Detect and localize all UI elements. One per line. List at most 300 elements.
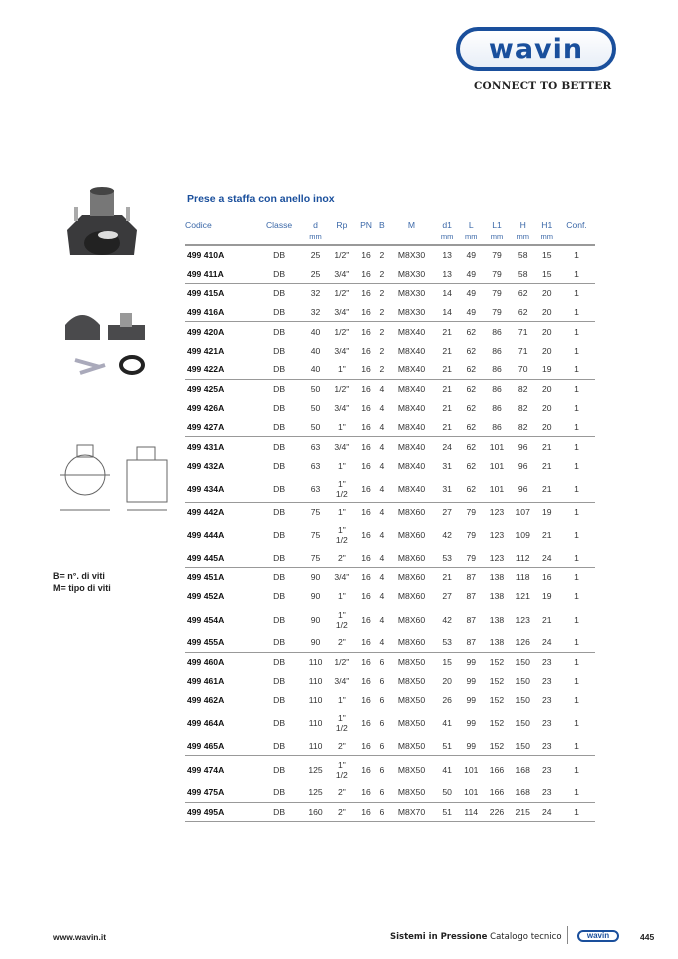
table-cell: M8X30	[387, 303, 436, 322]
table-cell: 6	[379, 675, 385, 686]
table-cell: 1	[574, 441, 579, 452]
table-cell: 499 442A	[187, 507, 225, 518]
table-cell: 123	[515, 614, 530, 625]
table-cell: 123	[489, 529, 505, 540]
table-cell: 1	[558, 303, 595, 322]
table-cell: 40	[310, 345, 321, 356]
column-header	[510, 220, 536, 245]
table-cell: 25	[303, 264, 329, 283]
table-cell: 82	[517, 384, 528, 395]
table-cell: 126	[510, 633, 536, 652]
table-cell: 1" 1/2	[335, 524, 348, 545]
table-cell: 62	[458, 360, 484, 379]
table-cell: 1	[574, 288, 579, 299]
table-cell: 499 420A	[187, 326, 225, 337]
saddle-clamp-photo	[62, 185, 142, 275]
table-cell: 75	[310, 529, 321, 540]
website-link[interactable]: www.wavin.it	[53, 932, 107, 942]
table-cell: 23	[542, 718, 552, 729]
table-cell: 13	[442, 250, 452, 261]
table-cell: 58	[517, 250, 528, 261]
table-cell: 226	[484, 802, 510, 821]
table-cell: 79	[466, 507, 477, 518]
table-cell: 16	[361, 764, 371, 775]
table-cell: 16	[355, 737, 376, 756]
table-cell: 51	[436, 737, 458, 756]
table-cell: 71	[517, 326, 528, 337]
table-cell: 20	[542, 288, 552, 299]
footer-catalog: Sistemi in Pressione Catalogo tecnico	[390, 932, 562, 942]
table-cell: 25	[310, 250, 321, 261]
table-cell: 499 495A	[185, 802, 256, 821]
footer-wavin-logo: wavin	[577, 930, 619, 942]
table-row	[185, 456, 595, 475]
table-cell: 2"	[328, 737, 355, 756]
note-b: B= n°. di viti	[53, 571, 105, 581]
table-cell: DB	[273, 403, 286, 414]
table-cell: 21	[542, 529, 552, 540]
table-row	[185, 437, 595, 456]
table-cell: 499 416A	[185, 303, 256, 322]
column-header	[436, 220, 458, 245]
table-cell: 138	[489, 572, 505, 583]
table-cell: 2	[377, 303, 387, 322]
table-cell: M8X50	[397, 764, 426, 775]
table-cell: 23	[536, 737, 558, 756]
table-cell: 1	[574, 250, 579, 261]
table-cell: M8X40	[397, 345, 426, 356]
header-unit: mm	[309, 232, 322, 241]
table-cell: 3/4"	[334, 441, 350, 452]
table-cell: 499 465A	[185, 737, 256, 756]
table-cell: 31	[442, 460, 452, 471]
table-cell: 23	[542, 764, 552, 775]
header-label: Conf.	[566, 220, 587, 230]
table-cell: 1/2"	[334, 326, 350, 337]
table-cell: 16	[361, 614, 371, 625]
table-cell: M8X40	[397, 384, 426, 395]
table-cell: 16	[361, 384, 371, 395]
table-cell: 19	[536, 360, 558, 379]
table-cell: 53	[436, 633, 458, 652]
row-group	[185, 245, 595, 283]
header-unit: mm	[540, 232, 554, 241]
table-cell: 49	[458, 303, 484, 322]
table-cell: 96	[517, 460, 528, 471]
header-label: L	[468, 220, 474, 230]
table-cell: 23	[542, 657, 552, 668]
table-cell: 2	[379, 250, 385, 261]
table-cell: 110	[308, 657, 323, 668]
table-cell: 1	[574, 695, 579, 706]
table-cell: M8X60	[397, 614, 426, 625]
table-cell: M8X30	[397, 288, 426, 299]
table-cell: 62	[466, 345, 477, 356]
table-cell: 41	[442, 764, 452, 775]
header-label: H1	[541, 220, 553, 230]
row-group	[185, 379, 595, 437]
header-unit: mm	[440, 232, 454, 241]
row-group	[185, 437, 595, 502]
table-cell: 138	[489, 591, 505, 602]
column-header	[185, 220, 256, 245]
table-cell: M8X60	[397, 591, 426, 602]
table-cell: 62	[466, 441, 477, 452]
table-cell: 16	[361, 441, 371, 452]
table-cell: 112	[510, 548, 536, 567]
table-cell: 499 431A	[187, 441, 225, 452]
table-cell: 16	[355, 360, 376, 379]
table-cell: 99	[466, 675, 477, 686]
table-cell: 15	[542, 250, 552, 261]
table-cell: 1/2"	[334, 657, 350, 668]
table-cell: 71	[517, 345, 528, 356]
table-cell: 75	[303, 548, 329, 567]
table-cell: 4	[379, 384, 385, 395]
table-cell: 27	[442, 591, 452, 602]
header-label: Rp	[336, 220, 348, 230]
table-cell: 99	[466, 718, 477, 729]
table-cell: 42	[442, 614, 452, 625]
table-cell: 87	[466, 591, 477, 602]
table-cell: 4	[379, 529, 385, 540]
table-cell: 26	[442, 695, 452, 706]
table-cell: 16	[542, 572, 552, 583]
table-row	[185, 548, 595, 567]
column-header	[458, 220, 484, 245]
table-cell: 1"	[328, 418, 355, 437]
table-cell: 1	[558, 548, 595, 567]
table-cell: 20	[542, 326, 552, 337]
table-cell: 1	[574, 675, 579, 686]
table-cell: 123	[484, 548, 510, 567]
table-cell: 1" 1/2	[335, 713, 348, 734]
table-cell: 16	[361, 507, 371, 518]
table-cell: 16	[355, 783, 376, 802]
table-cell: M8X40	[397, 403, 426, 414]
table-cell: 24	[536, 633, 558, 652]
table-row	[185, 303, 595, 322]
table-cell: 62	[517, 288, 528, 299]
table-cell: 16	[361, 529, 371, 540]
table-cell: 125	[303, 783, 329, 802]
table-row	[185, 245, 595, 264]
table-cell: 16	[361, 460, 371, 471]
table-cell: 24	[536, 802, 558, 821]
table-cell: 3/4"	[334, 572, 350, 583]
table-cell: 21	[442, 345, 452, 356]
table-cell: 16	[355, 475, 376, 502]
product-table	[185, 220, 595, 822]
table-cell: 4	[379, 460, 385, 471]
table-cell: 166	[489, 764, 505, 775]
table-cell: 4	[379, 614, 385, 625]
table-cell: 4	[379, 591, 385, 602]
table-cell: DB	[273, 614, 286, 625]
table-cell: 152	[489, 718, 505, 729]
table-row	[185, 587, 595, 606]
table-cell: 6	[379, 718, 385, 729]
table-cell: 21	[436, 360, 458, 379]
table-cell: 499 422A	[185, 360, 256, 379]
table-row	[185, 418, 595, 437]
table-cell: 21	[442, 384, 452, 395]
table-cell: 138	[489, 614, 505, 625]
table-row	[185, 475, 595, 502]
table-cell: M8X60	[387, 548, 436, 567]
table-cell: 1	[574, 345, 579, 356]
table-cell: DB	[273, 718, 286, 729]
column-header	[484, 220, 510, 245]
header-row	[185, 220, 595, 245]
table-cell: 101	[464, 764, 479, 775]
table-cell: 1	[558, 475, 595, 502]
table-cell: 499 411A	[185, 264, 256, 283]
table-row	[185, 399, 595, 418]
table-cell: DB	[273, 441, 286, 452]
table-cell: 16	[355, 303, 376, 322]
table-cell: 21	[436, 418, 458, 437]
table-cell: 79	[466, 529, 477, 540]
table-cell: 50	[310, 403, 321, 414]
table-cell: 152	[489, 657, 505, 668]
table-cell: 152	[484, 737, 510, 756]
column-header	[387, 220, 436, 245]
table-cell: 2	[379, 288, 385, 299]
table-cell: 1"	[337, 591, 346, 602]
table-cell: DB	[273, 507, 286, 518]
table-cell: 152	[489, 675, 505, 686]
table-cell: 21	[442, 403, 452, 414]
table-cell: 4	[377, 633, 387, 652]
table-cell: DB	[256, 737, 303, 756]
column-header	[536, 220, 558, 245]
header-unit: mm	[516, 232, 529, 241]
table-cell: 499 451A	[187, 572, 225, 583]
table-cell: 62	[510, 303, 536, 322]
table-cell: 4	[379, 507, 385, 518]
table-cell: 1"	[328, 360, 355, 379]
table-cell: 1	[574, 572, 579, 583]
header-label: Codice	[185, 220, 212, 230]
table-cell: 99	[466, 657, 477, 668]
table-cell: 16	[361, 695, 371, 706]
table-cell: DB	[273, 591, 286, 602]
column-header	[355, 220, 376, 245]
table-cell: 150	[515, 657, 530, 668]
table-cell: 21	[442, 326, 452, 337]
table-cell: M8X50	[397, 718, 426, 729]
table-cell: 49	[466, 250, 477, 261]
table-cell: 1" 1/2	[335, 759, 348, 780]
table-cell: 79	[458, 548, 484, 567]
table-cell: 110	[308, 695, 323, 706]
table-cell: DB	[273, 384, 286, 395]
table-cell: 3/4"	[328, 264, 355, 283]
column-header	[328, 220, 355, 245]
header-unit: mm	[464, 232, 478, 241]
table-row	[185, 783, 595, 802]
row-group	[185, 322, 595, 380]
header-unit: mm	[490, 232, 504, 241]
table-cell: 101	[484, 475, 510, 502]
table-cell: 499 455A	[185, 633, 256, 652]
table-cell: DB	[273, 675, 286, 686]
table-cell: DB	[273, 695, 286, 706]
table-cell: 499 452A	[187, 591, 225, 602]
table-cell: 150	[515, 695, 530, 706]
table-cell: 6	[377, 737, 387, 756]
table-cell: 1	[574, 460, 579, 471]
table-title: Prese a staffa con anello inox	[187, 193, 335, 205]
table-cell: 1	[558, 802, 595, 821]
header-label: M	[407, 220, 416, 230]
table-cell: 499 426A	[187, 403, 225, 414]
table-cell: 1	[558, 737, 595, 756]
table-cell: 16	[361, 403, 371, 414]
table-cell: 16	[361, 288, 371, 299]
table-cell: 62	[458, 475, 484, 502]
table-cell: 1	[574, 384, 579, 395]
table-cell: 3/4"	[334, 345, 350, 356]
table-cell: M8X40	[397, 326, 426, 337]
table-cell: 90	[310, 572, 321, 583]
table-cell: DB	[256, 783, 303, 802]
row-group	[185, 802, 595, 821]
table-cell: 23	[536, 783, 558, 802]
tagline: CONNECT TO BETTER	[474, 80, 612, 92]
header-label: H	[519, 220, 526, 230]
table-cell: 63	[310, 460, 321, 471]
header-label: d	[313, 220, 318, 230]
table-cell: 82	[517, 403, 528, 414]
table-cell: 49	[466, 288, 477, 299]
table-cell: 20	[542, 403, 552, 414]
table-cell: 1	[574, 591, 579, 602]
table-cell: M8X50	[387, 737, 436, 756]
table-cell: DB	[256, 802, 303, 821]
table-row	[185, 606, 595, 633]
table-cell: 20	[536, 303, 558, 322]
table-cell: 53	[436, 548, 458, 567]
table-cell: 2	[379, 345, 385, 356]
table-row	[185, 671, 595, 690]
table-cell: 82	[510, 418, 536, 437]
table-cell: 87	[466, 572, 477, 583]
table-cell: 51	[436, 802, 458, 821]
table-cell: 86	[484, 360, 510, 379]
clamp-kit-photo	[60, 305, 150, 380]
table-cell: 96	[510, 475, 536, 502]
table-cell: M8X30	[397, 250, 426, 261]
table-cell: 20	[442, 675, 452, 686]
table-cell: 6	[379, 657, 385, 668]
table-cell: 16	[361, 326, 371, 337]
table-cell: 101	[458, 783, 484, 802]
table-cell: M8X60	[387, 633, 436, 652]
table-row	[185, 264, 595, 283]
footer-divider	[567, 926, 568, 944]
table-cell: 16	[361, 572, 371, 583]
table-cell: 63	[310, 441, 321, 452]
table-cell: 499 434A	[185, 475, 256, 502]
table-cell: 1	[558, 360, 595, 379]
table-cell: 63	[303, 475, 329, 502]
table-cell: 50	[303, 418, 329, 437]
table-cell: 1	[558, 418, 595, 437]
table-cell: 21	[536, 475, 558, 502]
row-group	[185, 502, 595, 567]
table-cell: 101	[489, 460, 505, 471]
table-cell: 13	[436, 264, 458, 283]
table-cell: 32	[310, 288, 321, 299]
table-cell: 19	[542, 591, 552, 602]
table-cell: 499 444A	[187, 529, 225, 540]
table-row	[185, 322, 595, 341]
table-cell: 168	[510, 783, 536, 802]
table-cell: 138	[484, 633, 510, 652]
table-cell: 118	[515, 572, 530, 583]
table-row	[185, 737, 595, 756]
table-cell: 110	[303, 737, 329, 756]
table-cell: 79	[492, 288, 502, 299]
table-cell: 121	[515, 591, 530, 602]
table-row	[185, 379, 595, 398]
table-cell: 24	[442, 441, 452, 452]
table-cell: DB	[256, 633, 303, 652]
table-cell: 50	[436, 783, 458, 802]
table-cell: 75	[310, 507, 321, 518]
table-cell: DB	[273, 345, 286, 356]
table-cell: 152	[489, 695, 505, 706]
table-cell: 499 415A	[187, 288, 225, 299]
table-cell: 20	[536, 418, 558, 437]
table-cell: 32	[303, 303, 329, 322]
table-cell: 499 421A	[187, 345, 225, 356]
table-cell: 1	[574, 614, 579, 625]
table-cell: 19	[542, 507, 552, 518]
table-cell: 41	[442, 718, 452, 729]
table-cell: 1"	[337, 507, 346, 518]
table-cell: 16	[361, 591, 371, 602]
table-cell: 499 464A	[187, 718, 225, 729]
column-header	[303, 220, 329, 245]
table-cell: 24	[536, 548, 558, 567]
table-cell: 14	[436, 303, 458, 322]
table-cell: 23	[542, 695, 552, 706]
table-cell: 20	[542, 384, 552, 395]
table-cell: DB	[273, 529, 286, 540]
table-cell: 166	[484, 783, 510, 802]
table-cell: DB	[256, 548, 303, 567]
table-cell: 499 425A	[187, 384, 225, 395]
table-cell: 3/4"	[334, 675, 350, 686]
table-cell: 4	[377, 548, 387, 567]
table-cell: 49	[458, 264, 484, 283]
table-cell: DB	[256, 303, 303, 322]
table-row	[185, 802, 595, 821]
table-cell: 90	[310, 614, 321, 625]
header-label: PN	[360, 220, 373, 230]
table-cell: 86	[492, 384, 502, 395]
table-cell: 125	[308, 764, 323, 775]
table-row	[185, 756, 595, 783]
table-cell: M8X50	[387, 783, 436, 802]
table-cell: 123	[489, 507, 505, 518]
table-cell: 1"	[337, 695, 346, 706]
table-cell: DB	[256, 264, 303, 283]
table-cell: 99	[466, 695, 477, 706]
